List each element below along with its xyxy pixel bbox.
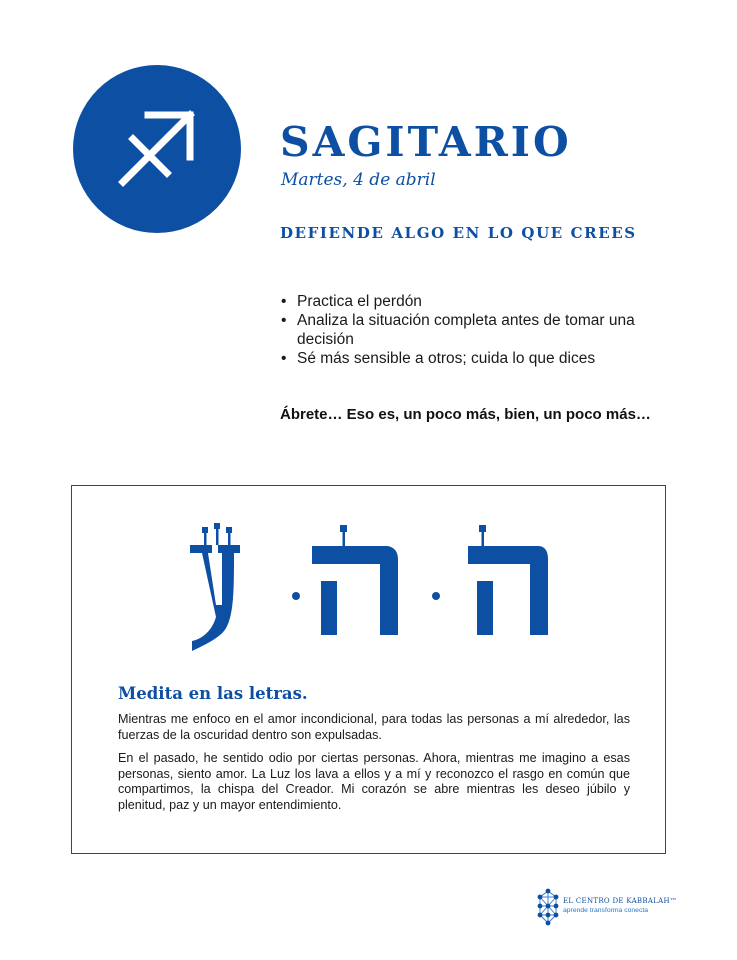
meditation-paragraph: En el pasado, he sentido odio por ciertas personas. Ahora, mientras me imagino a esas personas, siento amor. La Luz los lava a ellos y a mí y reconozco el rasgo en común que compartimos, la chispa del Creador. Mi corazón se abre mientras les deseo júbilo y plenitud, paz y un mayor entendimiento. <box>118 751 630 812</box>
logo-tagline: aprende transforma conecta <box>563 907 649 914</box>
sign-title: SAGITARIO <box>280 118 572 166</box>
sagittarius-arrow-icon <box>73 65 241 233</box>
daily-subtitle: DEFIENDE ALGO EN LO QUE CREES <box>280 224 637 242</box>
meditation-paragraph: Mientras me enfoco en el amor incondicional, para todas las personas a mí alrededor, las fuerzas de la oscuridad dentro son expulsadas. <box>118 712 630 742</box>
date-line: Martes, 4 de abril <box>281 170 436 190</box>
tip-item: • Practica el perdón <box>281 292 681 311</box>
hebrew-letters-graphic <box>116 513 556 658</box>
tips-list <box>281 292 681 368</box>
logo-name: EL CENTRO DE KABBALAH™ <box>563 897 678 905</box>
motto-text: Ábrete… Eso es, un poco más, bien, un poco más… <box>280 406 651 423</box>
sagittarius-sign-badge <box>73 65 241 233</box>
tip-item: • Sé más sensible a otros; cuida lo que dices <box>281 349 681 368</box>
hebrew-letter-he-icon <box>312 525 398 635</box>
hebrew-letter-ayin-icon <box>190 523 240 651</box>
tip-item: • Analiza la situación completa antes de tomar una decisión <box>281 311 681 349</box>
hebrew-letter-he-icon <box>468 525 548 635</box>
kabbalah-tree-of-life-icon <box>536 887 560 927</box>
meditation-title: Medita en las letras. <box>118 684 308 703</box>
